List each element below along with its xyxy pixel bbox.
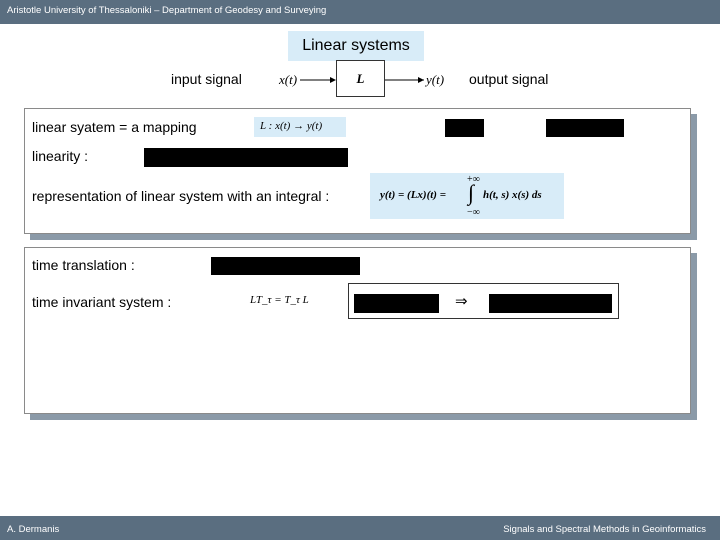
diagram-input: x(t)	[279, 72, 298, 87]
integral-integrand: h(t, s) x(s) ds	[483, 189, 542, 201]
time-translation-formula-hidden	[211, 257, 360, 275]
header-bar	[0, 0, 720, 24]
footer-author: A. Dermanis	[7, 524, 60, 535]
system-block	[336, 60, 385, 97]
slide-title-box	[288, 31, 424, 61]
integral-sign: ∫	[468, 180, 475, 205]
integral-upper-limit: +∞	[467, 174, 480, 185]
mapping-label: linear syatem = a mapping	[32, 119, 197, 135]
hidden-block-2	[546, 119, 624, 137]
implies-arrow: ⇒	[455, 293, 468, 310]
time-translation-label: time translation :	[32, 257, 135, 273]
equivalence-left-hidden	[354, 294, 439, 313]
header-institution: Aristotle University of Thessaloniki – Department of Geodesy and Surveying	[7, 5, 327, 16]
output-signal-label: output signal	[469, 71, 549, 87]
input-signal-label: input signal	[171, 71, 242, 87]
diagram-output: y(t)	[426, 72, 445, 87]
integral-lhs: y(t) = (Lx)(t) =	[380, 189, 446, 201]
footer-course: Signals and Spectral Methods in Geoinformatics	[503, 524, 706, 535]
slide-title: Linear systems	[302, 37, 410, 54]
hidden-block-1	[445, 119, 484, 137]
linearity-label: linearity :	[32, 148, 89, 164]
integral-lower-limit: −∞	[467, 207, 480, 218]
linearity-formula-hidden	[144, 148, 348, 167]
time-invariant-label: time invariant system :	[32, 294, 172, 310]
equivalence-right-hidden	[489, 294, 612, 313]
integral-label: representation of linear system with an integral :	[32, 188, 330, 204]
mapping-formula: L : x(t) → y(t)	[260, 120, 323, 132]
system-operator: L	[356, 71, 365, 86]
time-invariant-formula: LT_τ = T_τ L	[250, 294, 309, 306]
footer-bar	[0, 516, 720, 540]
